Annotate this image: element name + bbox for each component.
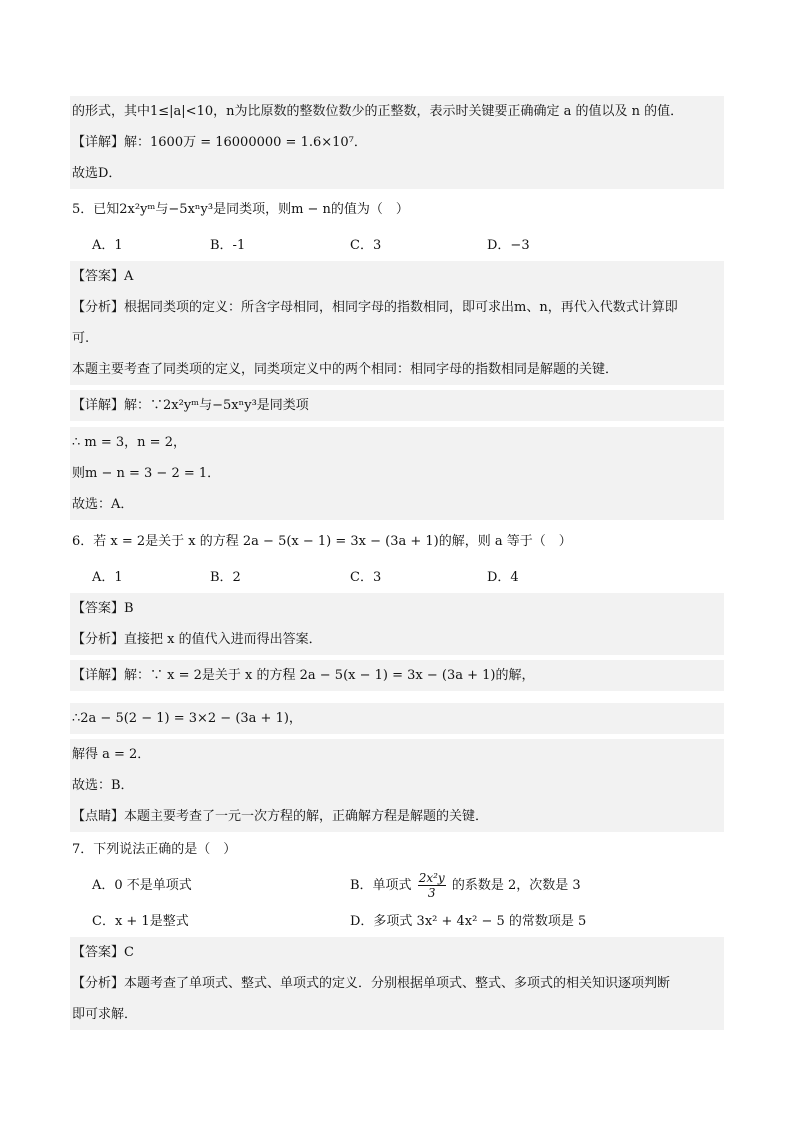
q5-detail-step: 则m − n = 3 − 2 = 1． <box>70 458 724 489</box>
text-line: 的形式，其中1≤|a|<10，n为比原数的整数位数少的正整数，表示时关键要正确确定 a 的值以及 n 的值． <box>70 96 724 127</box>
q7-option-c: C．x + 1是整式 <box>92 914 189 929</box>
q7-analysis-cont: 即可求解． <box>70 999 724 1030</box>
q7-option-b-prefix: B．单项式 <box>350 878 412 893</box>
q6-choice: 故选：B． <box>70 770 724 801</box>
q5-choice: 故选：A． <box>70 489 724 520</box>
q5-analysis-cont: 可. <box>70 323 724 354</box>
q6-detail-step: 解得 a = 2． <box>70 739 724 770</box>
choice-line: 故选D． <box>70 158 724 189</box>
q5-analysis: 【分析】根据同类项的定义：所含字母相同，相同字母的指数相同，即可求出m、n，再代入代数式计算即 <box>70 292 724 323</box>
q5-summary: 本题主要考查了同类项的定义，同类项定义中的两个相同：相同字母的指数相同是解题的关键． <box>70 354 724 385</box>
q7-option-d: D．多项式 3x² + 4x² − 5 的常数项是 5 <box>350 914 587 929</box>
q5-option-c: C．3 <box>350 238 382 253</box>
fraction <box>418 871 446 900</box>
detail-line: 【详解】解：1600万 = 16000000 = 1.6×10⁷． <box>70 127 724 158</box>
q6-analysis: 【分析】直接把 x 的值代入进而得出答案． <box>70 624 724 655</box>
q6-option-c: C．3 <box>350 570 382 585</box>
q5-option-b: B．-1 <box>210 238 246 253</box>
q5-option-d: D．−3 <box>487 238 530 253</box>
q5-option-a: A．1 <box>92 238 123 253</box>
q7-option-b-suffix: 的系数是 2，次数是 3 <box>451 878 581 893</box>
q7-answer: 【答案】C <box>70 937 724 968</box>
q6-comment: 【点睛】本题主要考查了一元一次方程的解，正确解方程是解题的关键． <box>70 801 724 832</box>
q5-detail: 【详解】解：∵2x²yᵐ与−5xⁿy³是同类项 <box>70 390 724 421</box>
q6-detail-step: ∴2a − 5(2 − 1) = 3×2 − (3a + 1)， <box>70 703 724 734</box>
q6-option-d: D．4 <box>487 570 519 585</box>
fraction-numerator: 2x²y <box>418 871 445 885</box>
q6-answer: 【答案】B <box>70 593 724 624</box>
question-6-stem: 6．若 x = 2是关于 x 的方程 2a − 5(x − 1) = 3x − (3a + 1)的解，则 a 等于（ ） <box>72 534 572 549</box>
q7-analysis: 【分析】本题考查了单项式、整式、单项式的定义．分别根据单项式、整式、多项式的相关知识逐项判断 <box>70 968 724 999</box>
fraction-denominator: 3 <box>427 886 436 900</box>
question-7-stem: 7．下列说法正确的是（ ） <box>72 842 237 857</box>
question-5-stem: 5．已知2x²yᵐ与−5xⁿy³是同类项，则m − n的值为（ ） <box>72 202 409 217</box>
q5-answer: 【答案】A <box>70 261 724 292</box>
q6-option-a: A．1 <box>92 570 123 585</box>
q5-detail-step: ∴ m = 3，n = 2， <box>70 427 724 458</box>
q6-detail: 【详解】解：∵ x = 2是关于 x 的方程 2a − 5(x − 1) = 3x − (3a + 1)的解， <box>70 660 724 691</box>
q6-option-b: B．2 <box>210 570 241 585</box>
q7-option-b <box>350 870 581 901</box>
q7-option-a: A．0 不是单项式 <box>92 878 192 893</box>
